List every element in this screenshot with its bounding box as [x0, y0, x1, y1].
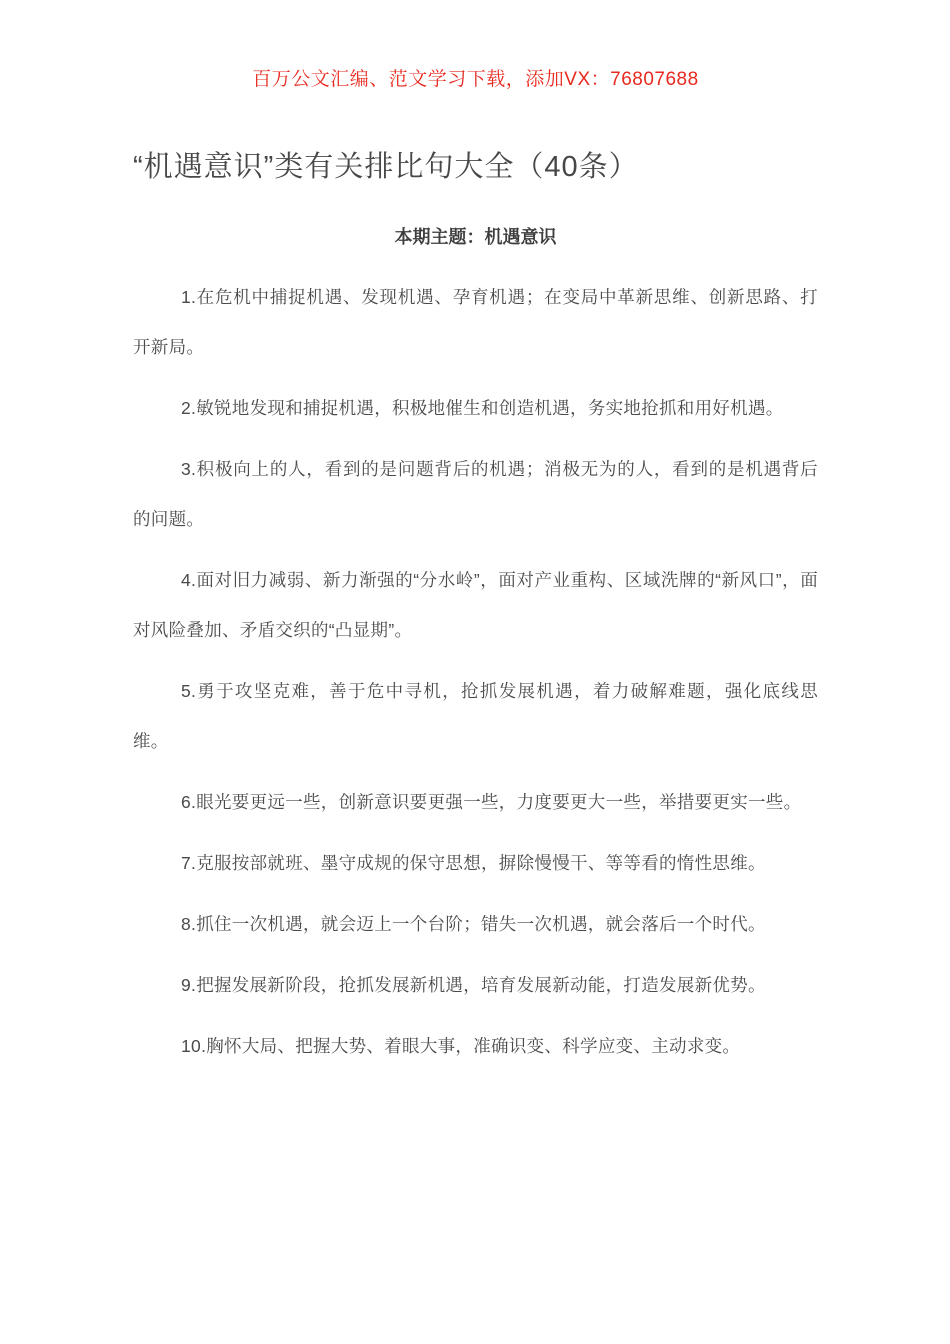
list-item-4: 4.面对旧力减弱、新力渐强的“分水岭”，面对产业重构、区域洗牌的“新风口”，面对风险叠加、矛盾交织的“凸显期”。 [133, 570, 818, 640]
document-subtitle: 本期主题：机遇意识 [394, 227, 557, 247]
list-item-1: 1.在危机中捕捉机遇、发现机遇、孕育机遇；在变局中革新思维、创新思路、打开新局。 [133, 287, 818, 357]
list-item-6: 6.眼光要更远一些，创新意识要更强一些，力度要更大一些，举措要更实一些。 [181, 792, 802, 812]
document-title: “机遇意识”类有关排比句大全（40条） [133, 151, 639, 183]
list-item-3: 3.积极向上的人，看到的是问题背后的机遇；消极无为的人，看到的是机遇背后的问题。 [133, 459, 818, 529]
list-item-10: 10.胸怀大局、把握大势、着眼大事，准确识变、科学应变、主动求变。 [181, 1036, 741, 1056]
list-item-2: 2.敏锐地发现和捕捉机遇，积极地催生和创造机遇，务实地抢抓和用好机遇。 [181, 398, 784, 418]
list-item-7: 7.克服按部就班、墨守成规的保守思想，摒除慢慢干、等等看的惰性思维。 [181, 853, 766, 873]
document-body [133, 272, 818, 1071]
list-item-5: 5.勇于攻坚克难，善于危中寻机，抢抓发展机遇，着力破解难题，强化底线思维。 [133, 681, 818, 751]
promo-text: 百万公文汇编、范文学习下载，添加VX：76807688 [252, 69, 699, 90]
promo-banner [133, 66, 818, 94]
list-item-8: 8.抓住一次机遇，就会迈上一个台阶；错失一次机遇，就会落后一个时代。 [181, 914, 766, 934]
list-item-9: 9.把握发展新阶段，抢抓发展新机遇，培育发展新动能，打造发展新优势。 [181, 975, 766, 995]
